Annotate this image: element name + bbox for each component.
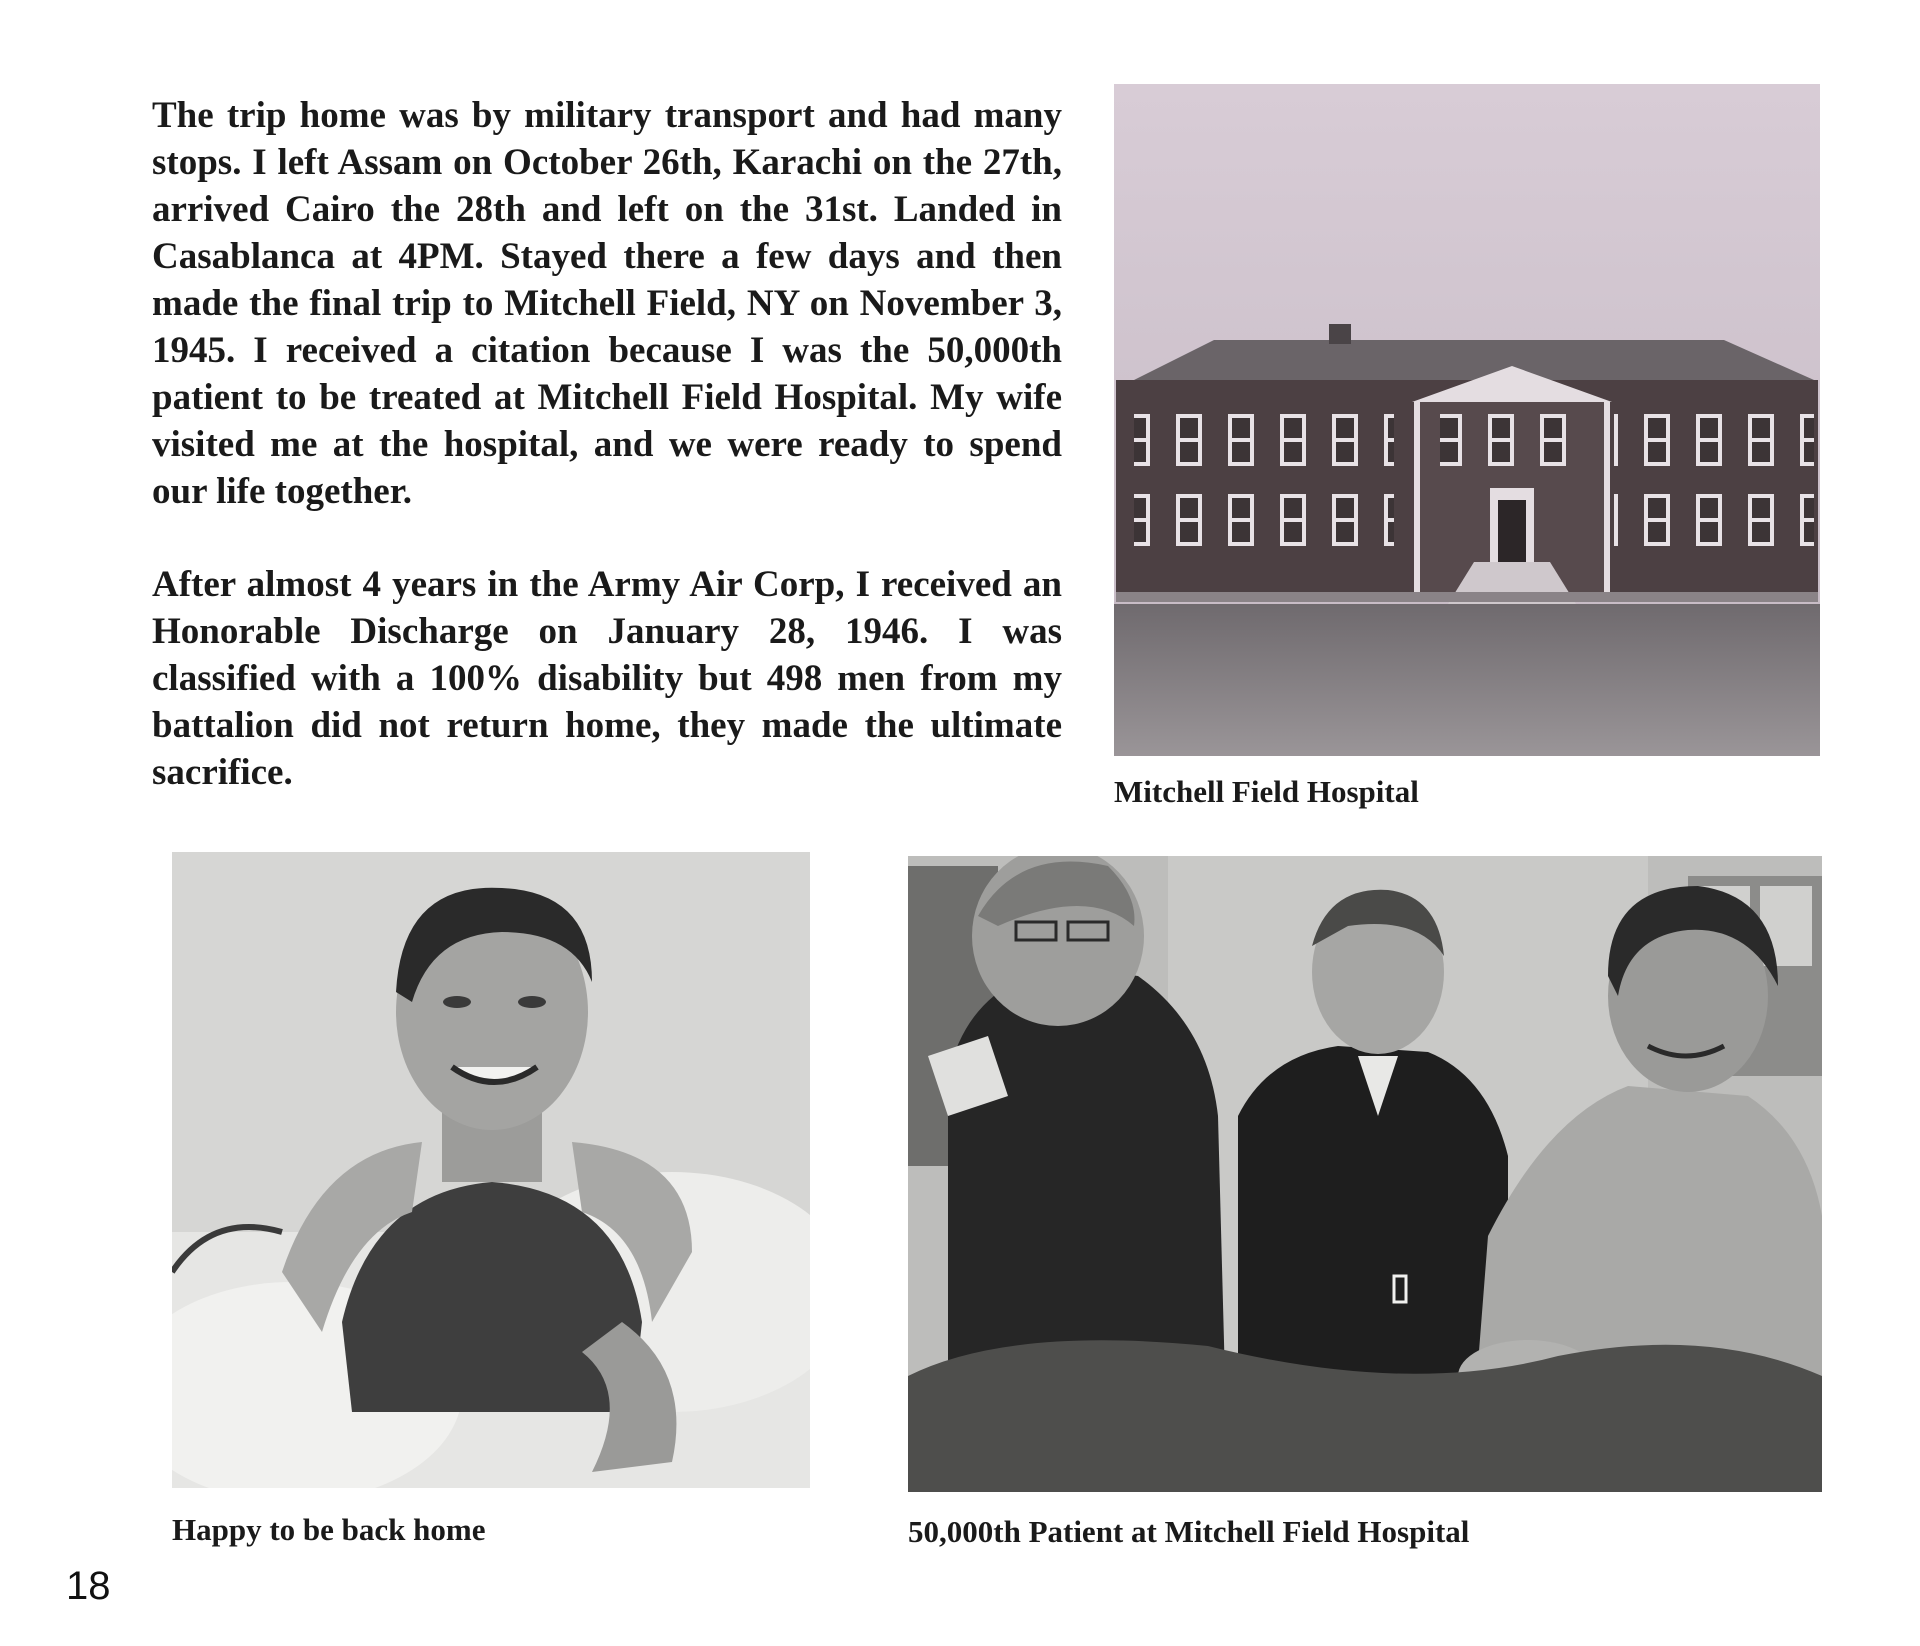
page-number: 18 bbox=[66, 1564, 111, 1608]
paragraph-discharge: After almost 4 years in the Army Air Corp, I received an Honorable Discharge on January 28, 1946. I was classified with a 100% disability but 498 men from my battalion did not return home, they made the ultimate sacrifice. bbox=[152, 564, 1062, 793]
hospital-photo-caption: Mitchell Field Hospital bbox=[1114, 774, 1419, 809]
body-text bbox=[152, 92, 1062, 842]
hospital-photo bbox=[1114, 84, 1820, 756]
paragraph-trip-home: The trip home was by military transport and had many stops. I left Assam on October 26th, Karachi on the 27th, arrived Cairo the 28th and left on the 31st. Landed in Casablanca at 4PM. Stayed there a few days and then made the final trip to Mitchell Field, NY on November 3, 1945. I received a citation because I was the 50,000th patient to be treated at Mitchell Field Hospital. My wife visited me at the hospital, and we were ready to spend our life together. bbox=[152, 95, 1062, 512]
portrait-photo-caption: Happy to be back home bbox=[172, 1512, 486, 1547]
patient-group-photo-caption: 50,000th Patient at Mitchell Field Hospital bbox=[908, 1514, 1470, 1549]
patient-group-photo bbox=[908, 856, 1822, 1492]
portrait-photo bbox=[172, 852, 810, 1488]
